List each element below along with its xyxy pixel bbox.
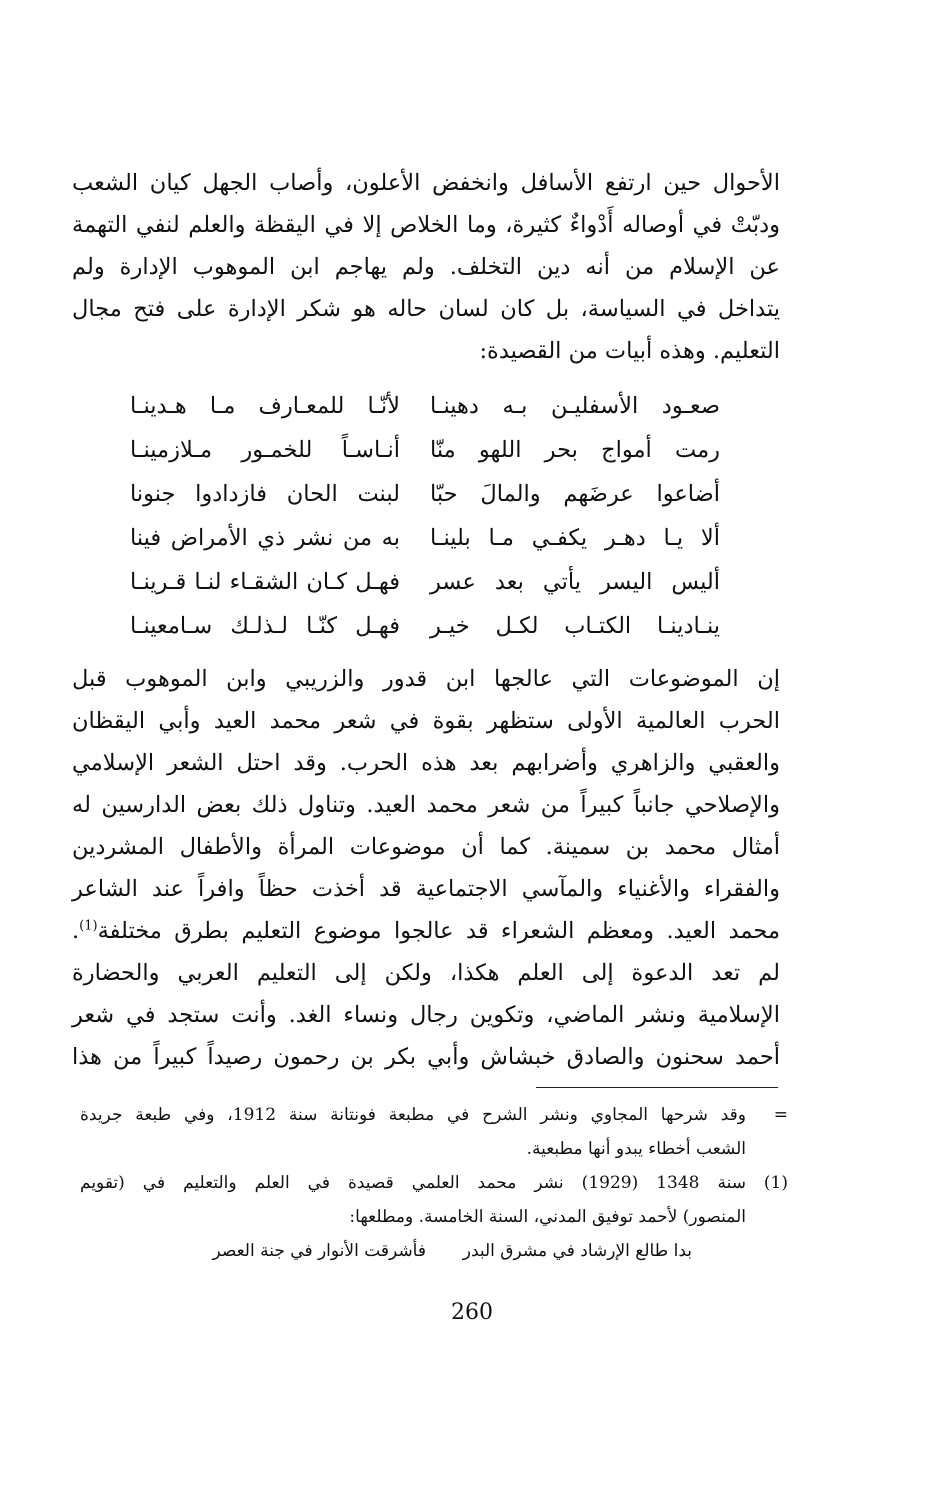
verse-second-hemistich: لبنت الحان فازدادوا جنونا (130, 481, 400, 507)
text-line: أحمد سحنون والصادق خبشاش وأبي بكر بن رحمون رصيداً كبيراً من هذا (72, 1044, 780, 1070)
poem-verse (130, 604, 720, 648)
page-number: 260 (451, 1300, 493, 1325)
text-line-with-footnote (72, 910, 780, 952)
footnotes (80, 1098, 786, 1268)
footnote-text: سنة 1348 (1929) نشر محمد العلمي قصيدة في العلم والتعليم في (تقويم (80, 1173, 746, 1193)
text-line-content: محمد العيد. ومعظم الشعراء قد عالجوا موضوع التعليم بطرق مختلفة (97, 918, 780, 944)
text-line: والعقبي والزاهري وأضرابهم بعد هذه الحرب. وقد احتل الشعر الإسلامي (72, 750, 780, 776)
footnote-text: المنصور) لأحمد توفيق المدني، السنة الخامسة. ومطلعها: (349, 1207, 746, 1227)
text-line: والفقراء والأغنياء والمآسي الاجتماعية قد أخذت حظاً وافراً عند الشاعر (72, 876, 780, 902)
text-line: التعليم. وهذه أبيات من القصيدة: (479, 338, 780, 364)
poem-verse (130, 428, 720, 472)
text-line: يتداخل في السياسة، بل كان لسان حاله هو شكر الإدارة على فتح مجال (72, 296, 780, 322)
footnote-1-line (80, 1200, 786, 1234)
footnote-continued-line (80, 1098, 786, 1132)
verse-first-hemistich: أضاعوا عرضَهم والمالَ حبّا (430, 481, 720, 507)
text-line: الحرب العالمية الأولى ستظهر بقوة في شعر محمد العيد وأبي اليقظان (72, 708, 780, 734)
paragraph-1 (72, 162, 780, 372)
verse-first-hemistich: رمت أمواج بحر اللهو منّا (430, 437, 720, 463)
text-line: إن الموضوعات التي عالجها ابن قدور والزريبي وابن الموهوب قبل (72, 666, 780, 692)
poem-verse (130, 472, 720, 516)
paragraph-2 (72, 658, 780, 1078)
text-line: والإصلاحي جانباً كبيراً من شعر محمد العيد. وتناول ذلك بعض الدارسين له (72, 792, 780, 818)
poem-verse (130, 560, 720, 604)
poem-verse (130, 384, 720, 428)
footnote-text: الشعب أخطاء يبدو أنها مطبعية. (526, 1139, 746, 1159)
verse-first-hemistich: ينـادينـا الكتـاب لكـل خيـر (430, 613, 720, 639)
footnote-verse-first: بدا طالع الإرشاد في مشرق البدر (462, 1241, 692, 1261)
verse-second-hemistich: فهـل كـان الشقـاء لنـا قـرينـا (130, 569, 400, 595)
text-line: الأحوال حين ارتفع الأسافل وانخفض الأعلون، وأصاب الجهل كيان الشعب (72, 170, 780, 196)
footnote-1-marker: (1) (763, 1173, 788, 1193)
footnote-reference[interactable]: (1) (79, 918, 98, 934)
verse-second-hemistich: أنـاسـاً للخمـور مـلازمينـا (130, 437, 400, 463)
sentence-end: . (72, 918, 80, 944)
verse-first-hemistich: أليس اليسر يأتي بعد عسر (430, 569, 720, 595)
text-line: عن الإسلام من أنه دين التخلف. ولم يهاجم ابن الموهوب الإدارة ولم (72, 254, 780, 280)
verse-second-hemistich: فهـل كنّـا لـذلـك سـامعينـا (130, 613, 400, 639)
footnote-text: وقد شرحها المجاوي ونشر الشرح في مطبعة فونتانة سنة 1912، وفي طبعة جريدة (80, 1105, 746, 1125)
footnote-continued-marker: = (773, 1105, 788, 1125)
poem (130, 384, 720, 648)
verse-first-hemistich: صعـود الأسفليـن بـه دهينـا (430, 393, 720, 419)
verse-second-hemistich: لأنّـا للمعـارف مـا هـدينـا (130, 393, 400, 419)
text-line: الإسلامية ونشر الماضي، وتكوين رجال ونساء الغد. وأنت ستجد في شعر (72, 1002, 780, 1028)
verse-second-hemistich: به من نشر ذي الأمراض فينا (130, 525, 400, 551)
footnote-1-line (80, 1166, 786, 1200)
text-line: ودبّتْ في أوصاله أَدْواءٌ كثيرة، وما الخلاص إلا في اليقظة والعلم لنفي التهمة (72, 212, 780, 238)
footnote-verse-second: فأشرقت الأنوار في جنة العصر (212, 1241, 426, 1261)
verse-first-hemistich: ألا يـا دهـر يكفـي مـا بلينـا (430, 525, 720, 551)
text-line: لم تعد الدعوة إلى العلم هكذا، ولكن إلى التعليم العربي والحضارة (72, 960, 780, 986)
footnote-continued-line (80, 1132, 786, 1166)
footnote-verse (80, 1234, 786, 1268)
text-line: أمثال محمد بن سمينة. كما أن موضوعات المرأة والأطفال المشردين (72, 834, 780, 860)
footnote-separator (536, 1087, 778, 1088)
poem-verse (130, 516, 720, 560)
